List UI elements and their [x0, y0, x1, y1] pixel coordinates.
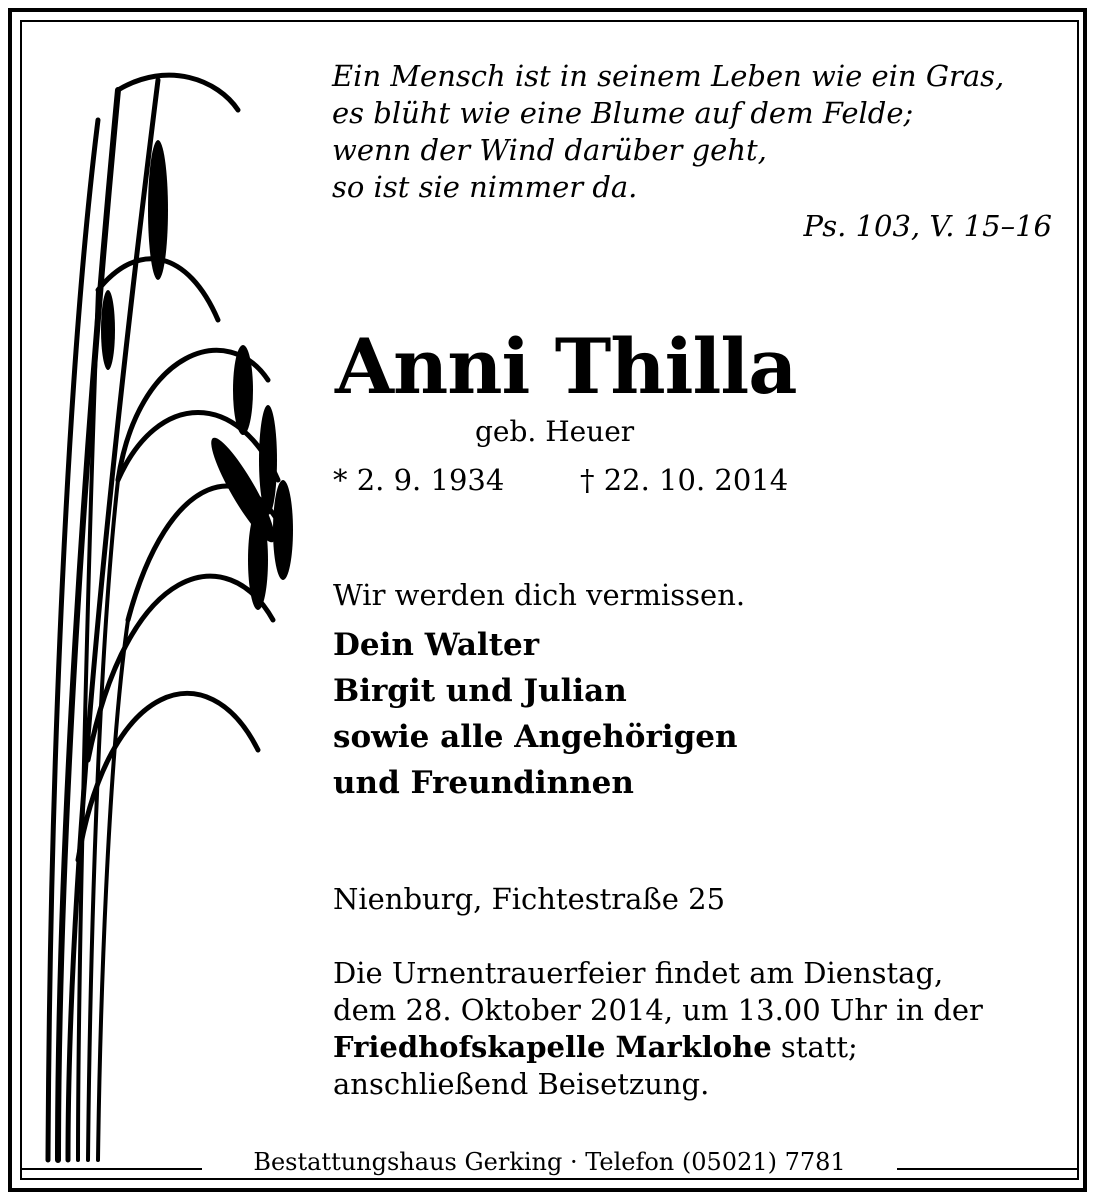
verse-line: so ist sie nimmer da.: [332, 170, 638, 204]
service-line: dem 28. Oktober 2014, um 13.00 Uhr in der: [333, 993, 983, 1027]
verse-reference: Ps. 103, V. 15–16: [803, 209, 1052, 243]
deceased-name: Anni Thilla: [335, 322, 797, 411]
grass-illustration: [28, 60, 328, 1170]
service-info: [333, 955, 1043, 1103]
farewell-message: Wir werden dich vermissen.: [333, 578, 746, 612]
funeral-home-contact: Bestattungshaus Gerking · Telefon (05021) 7781: [245, 1148, 853, 1176]
signer: sowie alle Angehörigen: [333, 719, 738, 755]
verse-line: Ein Mensch ist in seinem Leben wie ein Gras,: [332, 59, 1005, 93]
verse-line: es blüht wie eine Blume auf dem Felde;: [332, 96, 914, 130]
service-venue: Friedhofskapelle Marklohe: [333, 1030, 772, 1064]
signer: Birgit und Julian: [333, 673, 627, 709]
service-line: Die Urnentrauerfeier findet am Dienstag,: [333, 956, 944, 990]
address: Nienburg, Fichtestraße 25: [333, 882, 726, 916]
death-date: † 22. 10. 2014: [580, 463, 789, 497]
service-venue-suffix: statt;: [771, 1030, 858, 1064]
footer: [0, 1148, 1099, 1176]
signer: und Freundinnen: [333, 765, 634, 801]
maiden-name: geb. Heuer: [475, 415, 635, 448]
service-line: anschließend Beisetzung.: [333, 1067, 710, 1101]
signer: Dein Walter: [333, 627, 540, 663]
bible-verse: [332, 58, 1052, 245]
birth-date: * 2. 9. 1934: [333, 463, 505, 497]
signers-list: [333, 622, 738, 806]
service-venue-line: [333, 1029, 1043, 1066]
verse-line: wenn der Wind darüber geht,: [332, 133, 767, 167]
